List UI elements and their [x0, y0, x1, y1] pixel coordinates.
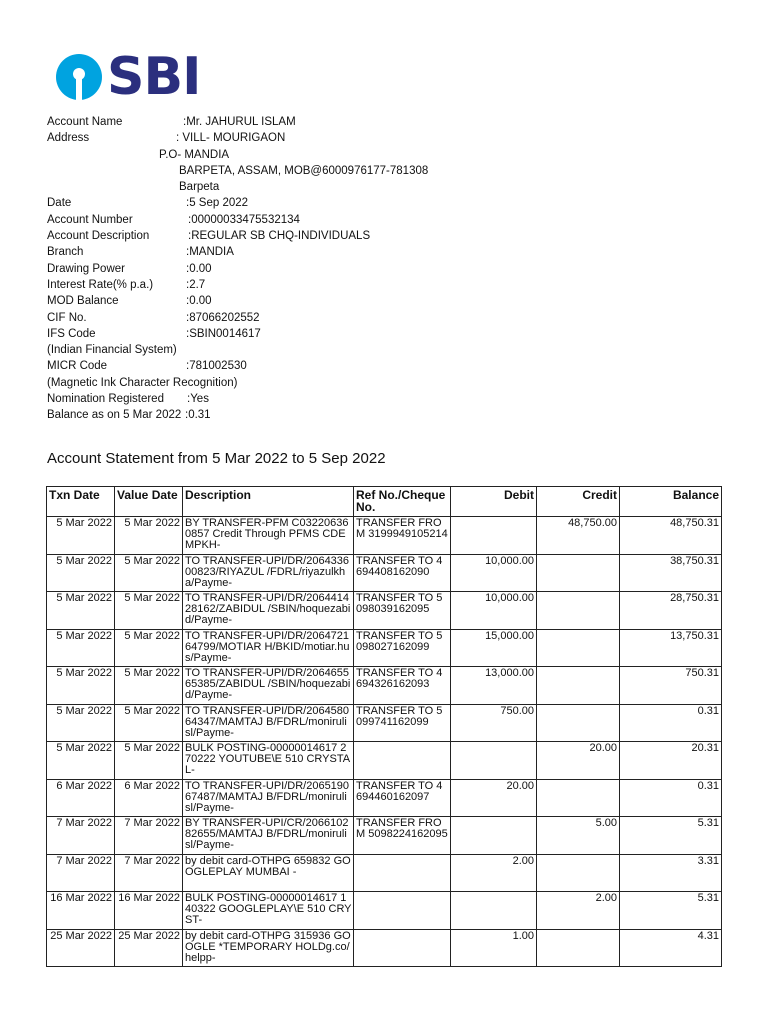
cell-txn-date: [47, 892, 115, 930]
cell-description: [183, 704, 354, 742]
address-line-3: BARPETA, ASSAM, MOB@6000976177-781308: [179, 164, 429, 177]
cell-debit: [451, 629, 537, 667]
cell-balance-text: 4.31: [697, 930, 719, 942]
account-name-value: :Mr. JAHURUL ISLAM: [183, 116, 296, 128]
cell-ref-text: TRANSFER TO 4694326162093: [356, 668, 443, 690]
cell-debit: [451, 517, 537, 555]
cell-txn-date-text: 5 Mar 2022: [56, 555, 112, 567]
cell-balance-text: 0.31: [697, 780, 719, 792]
header-debit: Debit: [451, 487, 537, 517]
cell-txn-date-text: 6 Mar 2022: [56, 780, 112, 792]
table-row: [47, 779, 722, 817]
table-row: [47, 892, 722, 930]
statement-title: Account Statement from 5 Mar 2022 to 5 Sep 2022: [47, 450, 386, 467]
table-row: [47, 592, 722, 630]
cell-txn-date-text: 7 Mar 2022: [56, 818, 112, 829]
cell-txn-date-text: 5 Mar 2022: [56, 668, 112, 679]
cell-ref: [354, 742, 451, 780]
cell-credit: [537, 742, 620, 780]
cell-credit: [537, 817, 620, 855]
cell-debit: [451, 854, 537, 892]
cell-value-date: [115, 779, 183, 817]
cell-balance: [620, 929, 722, 967]
cell-description-text: TO TRANSFER-UPI/DR/206441428162/ZABIDUL /SBIN/hoquezabid/Payme-: [185, 593, 351, 626]
header-ref: Ref No./Cheque No.: [354, 487, 451, 517]
table-row: [47, 629, 722, 667]
cell-txn-date: [47, 854, 115, 892]
cell-ref-text: TRANSFER TO 4694460162097: [356, 780, 443, 803]
cell-credit: [537, 929, 620, 967]
cell-txn-date: [47, 592, 115, 630]
cell-description-text: TO TRANSFER-UPI/DR/206519067487/MAMTAJ B/FDRL/monirulisl/Payme-: [185, 780, 350, 814]
cif-value: :87066202552: [186, 311, 260, 324]
cell-balance-text: 5.31: [697, 818, 719, 829]
ifs-note: (Indian Financial System): [47, 344, 177, 357]
cell-txn-date: [47, 517, 115, 555]
cell-debit: [451, 554, 537, 592]
transactions-body: [47, 517, 722, 967]
table-row: [47, 704, 722, 742]
cell-description-text: TO TRANSFER-UPI/DR/206433600823/RIYAZUL /FDRL/riyazulkha/Payme-: [185, 555, 350, 589]
cell-credit: [537, 667, 620, 705]
cell-description: [183, 554, 354, 592]
cell-txn-date: [47, 742, 115, 780]
cell-credit: [537, 554, 620, 592]
cell-value-date: [115, 667, 183, 705]
address-line-2: P.O- MANDIA: [159, 148, 230, 161]
cell-balance-text: 5.31: [697, 893, 719, 904]
cell-balance-text: 750.31: [685, 668, 719, 679]
cell-ref: [354, 854, 451, 892]
cell-credit: [537, 592, 620, 630]
cell-credit-text: 20.00: [589, 743, 617, 754]
cell-value-date-text: 5 Mar 2022: [124, 668, 180, 679]
cell-balance: [620, 592, 722, 630]
cell-description: [183, 892, 354, 930]
cell-debit-text: 20.00: [506, 780, 534, 792]
cell-ref-text: TRANSFER TO 5098039162095: [356, 593, 443, 615]
cell-txn-date-text: 7 Mar 2022: [56, 855, 112, 867]
cell-balance-text: 13,750.31: [670, 630, 719, 642]
cell-description: [183, 779, 354, 817]
cell-credit: [537, 629, 620, 667]
table-header-row: [47, 487, 722, 517]
cell-value-date-text: 5 Mar 2022: [124, 593, 180, 604]
cell-txn-date-text: 5 Mar 2022: [56, 743, 112, 754]
cell-description: [183, 854, 354, 892]
account-description-label: Account Description: [47, 230, 150, 243]
cell-debit-text: 1.00: [512, 930, 534, 942]
table-row: [47, 929, 722, 967]
cell-balance-text: 28,750.31: [670, 593, 719, 604]
header-description: Description: [183, 487, 354, 517]
cell-description-text: TO TRANSFER-UPI/DR/206465565385/ZABIDUL /SBIN/hoquezabid/Payme-: [185, 668, 351, 701]
cell-description-text: BY TRANSFER-UPI/CR/206610282655/MAMTAJ B/FDRL/monirulisl/Payme-: [185, 818, 349, 851]
cell-txn-date: [47, 704, 115, 742]
cell-txn-date-text: 5 Mar 2022: [56, 630, 112, 642]
date-label: Date: [47, 197, 72, 210]
cell-ref: [354, 779, 451, 817]
drawing-power-value: :0.00: [186, 262, 212, 275]
cell-debit: [451, 929, 537, 967]
header-balance: Balance: [620, 487, 722, 517]
cell-ref-text: TRANSFER TO 5098027162099: [356, 630, 443, 653]
cell-balance: [620, 817, 722, 855]
cell-debit-text: 2.00: [512, 855, 534, 867]
ifs-label: IFS Code: [47, 327, 96, 340]
cell-txn-date-text: 16 Mar 2022: [50, 893, 112, 904]
cell-ref: [354, 929, 451, 967]
address-line-4: Barpeta: [179, 181, 220, 194]
cell-value-date: [115, 854, 183, 892]
cell-value-date: [115, 704, 183, 742]
cell-balance: [620, 517, 722, 555]
cell-balance-text: 20.31: [691, 743, 719, 754]
address-label: Address: [47, 132, 90, 145]
header-value-date: Value Date: [115, 487, 183, 517]
cell-value-date: [115, 629, 183, 667]
cell-txn-date: [47, 667, 115, 705]
cell-ref: [354, 592, 451, 630]
sbi-logo: [55, 47, 201, 107]
cell-ref: [354, 629, 451, 667]
cell-debit: [451, 742, 537, 780]
micr-value: :781002530: [186, 360, 247, 373]
cell-value-date-text: 5 Mar 2022: [124, 630, 180, 642]
cell-value-date-text: 5 Mar 2022: [124, 555, 180, 567]
table-row: [47, 517, 722, 555]
cell-credit-text: 5.00: [595, 818, 617, 829]
table-row: [47, 854, 722, 892]
cell-value-date-text: 6 Mar 2022: [124, 780, 180, 792]
cell-txn-date-text: 5 Mar 2022: [56, 593, 112, 604]
cell-balance: [620, 854, 722, 892]
cell-txn-date-text: 25 Mar 2022: [50, 930, 112, 942]
cell-description-text: BY TRANSFER-PFM C032206360857 Credit Through PFMS CDEMPKH-: [185, 518, 349, 551]
address-line-1: : VILL- MOURIGAON: [176, 132, 286, 145]
drawing-power-label: Drawing Power: [47, 262, 125, 275]
branch-value: :MANDIA: [186, 246, 234, 259]
cell-credit-text: 48,750.00: [568, 518, 617, 529]
table-row: [47, 667, 722, 705]
cell-balance: [620, 667, 722, 705]
cell-debit: [451, 779, 537, 817]
cell-value-date-text: 5 Mar 2022: [124, 705, 180, 717]
cell-description: [183, 629, 354, 667]
cell-description-text: BULK POSTING-00000014617 270222 YOUTUBE\E 510 CRYSTAL-: [185, 743, 351, 776]
cell-ref-text: TRANSFER TO 4694408162090: [356, 555, 443, 578]
cell-credit: [537, 854, 620, 892]
branch-label: Branch: [47, 246, 84, 259]
cell-debit-text: 10,000.00: [485, 593, 534, 604]
cell-ref: [354, 817, 451, 855]
cell-credit: [537, 779, 620, 817]
cell-description: [183, 667, 354, 705]
cell-value-date: [115, 929, 183, 967]
interest-rate-label: Interest Rate(% p.a.): [47, 278, 154, 291]
cell-debit: [451, 592, 537, 630]
date-value: :5 Sep 2022: [186, 197, 249, 210]
cell-value-date-text: 16 Mar 2022: [118, 893, 180, 904]
cell-value-date: [115, 892, 183, 930]
header-credit: Credit: [537, 487, 620, 517]
cell-description: [183, 929, 354, 967]
cell-balance: [620, 892, 722, 930]
cell-debit: [451, 892, 537, 930]
cell-balance-text: 3.31: [697, 855, 719, 867]
cell-description: [183, 742, 354, 780]
cell-credit: [537, 704, 620, 742]
cell-debit-text: 13,000.00: [485, 668, 534, 679]
cell-description-text: by debit card-OTHPG 315936 GOOGLE *TEMPORARY HOLDg.co/helpp-: [185, 930, 351, 964]
nomination-value: :Yes: [187, 393, 209, 406]
cell-txn-date: [47, 554, 115, 592]
opening-balance-value: :0.31: [185, 409, 211, 422]
table-row: [47, 817, 722, 855]
nomination-label: Nomination Registered: [47, 393, 164, 406]
cell-debit-text: 750.00: [500, 705, 534, 717]
account-number-label: Account Number: [47, 213, 133, 226]
cell-description-text: by debit card-OTHPG 659832 GOOGLEPLAY MUMBAI -: [185, 855, 351, 878]
cell-txn-date: [47, 929, 115, 967]
cell-description: [183, 592, 354, 630]
cell-description-text: TO TRANSFER-UPI/DR/206458064347/MAMTAJ B/FDRL/monirulisl/Payme-: [185, 705, 350, 739]
interest-rate-value: :2.7: [186, 278, 206, 291]
cell-credit: [537, 892, 620, 930]
table-row: [47, 742, 722, 780]
cell-balance: [620, 629, 722, 667]
cell-value-date: [115, 592, 183, 630]
cell-balance-text: 0.31: [697, 705, 719, 717]
cell-debit: [451, 817, 537, 855]
cell-balance: [620, 779, 722, 817]
cell-debit: [451, 704, 537, 742]
cell-debit-text: 15,000.00: [485, 630, 534, 642]
mod-balance-label: MOD Balance: [47, 295, 119, 308]
cell-credit: [537, 517, 620, 555]
cell-value-date-text: 5 Mar 2022: [124, 518, 180, 529]
cell-balance-text: 38,750.31: [670, 555, 719, 567]
cell-credit-text: 2.00: [595, 893, 617, 904]
cell-value-date-text: 5 Mar 2022: [124, 743, 180, 754]
cell-value-date: [115, 554, 183, 592]
micr-label: MICR Code: [47, 360, 108, 373]
cell-ref: [354, 554, 451, 592]
cell-value-date: [115, 817, 183, 855]
cell-description: [183, 817, 354, 855]
cell-balance-text: 48,750.31: [670, 518, 719, 529]
cell-ref-text: TRANSFER FROM 3199949105214: [356, 518, 448, 540]
cif-label: CIF No.: [47, 311, 87, 324]
header-txn-date: Txn Date: [47, 487, 115, 517]
cell-description: [183, 517, 354, 555]
cell-ref: [354, 667, 451, 705]
transactions-table: [46, 486, 722, 967]
cell-balance: [620, 554, 722, 592]
account-name-label: Account Name: [47, 116, 123, 128]
mod-balance-value: :0.00: [186, 295, 212, 308]
cell-ref-text: TRANSFER TO 5099741162099: [356, 705, 443, 728]
cell-balance: [620, 742, 722, 780]
cell-txn-date: [47, 817, 115, 855]
cell-ref: [354, 517, 451, 555]
opening-balance-label: Balance as on 5 Mar 2022: [47, 409, 182, 422]
cell-value-date: [115, 742, 183, 780]
cell-txn-date-text: 5 Mar 2022: [56, 518, 112, 529]
cell-ref-text: TRANSFER FROM 5098224162095: [356, 818, 448, 840]
cell-debit-text: 10,000.00: [485, 555, 534, 567]
cell-ref: [354, 892, 451, 930]
cell-balance: [620, 704, 722, 742]
cell-txn-date: [47, 779, 115, 817]
cell-debit: [451, 667, 537, 705]
sbi-keyhole-icon: [55, 53, 103, 101]
logo-text: SBI: [107, 47, 201, 107]
cell-description-text: BULK POSTING-00000014617 140322 GOOGLEPLAY\E 510 CRYST-: [185, 893, 352, 926]
account-number-value: :00000033475532134: [188, 213, 300, 226]
cell-value-date-text: 7 Mar 2022: [124, 855, 180, 867]
table-row: [47, 554, 722, 592]
cell-ref: [354, 704, 451, 742]
cell-txn-date: [47, 629, 115, 667]
cell-value-date: [115, 517, 183, 555]
ifs-value: :SBIN0014617: [186, 327, 261, 340]
cell-txn-date-text: 5 Mar 2022: [56, 705, 112, 717]
cell-description-text: TO TRANSFER-UPI/DR/206472164799/MOTIAR H/BKID/motiar.hus/Payme-: [185, 630, 350, 664]
cell-value-date-text: 7 Mar 2022: [124, 818, 180, 829]
micr-note: (Magnetic Ink Character Recognition): [47, 376, 238, 389]
account-description-value: :REGULAR SB CHQ-INDIVIDUALS: [188, 230, 371, 243]
cell-value-date-text: 25 Mar 2022: [118, 930, 180, 942]
